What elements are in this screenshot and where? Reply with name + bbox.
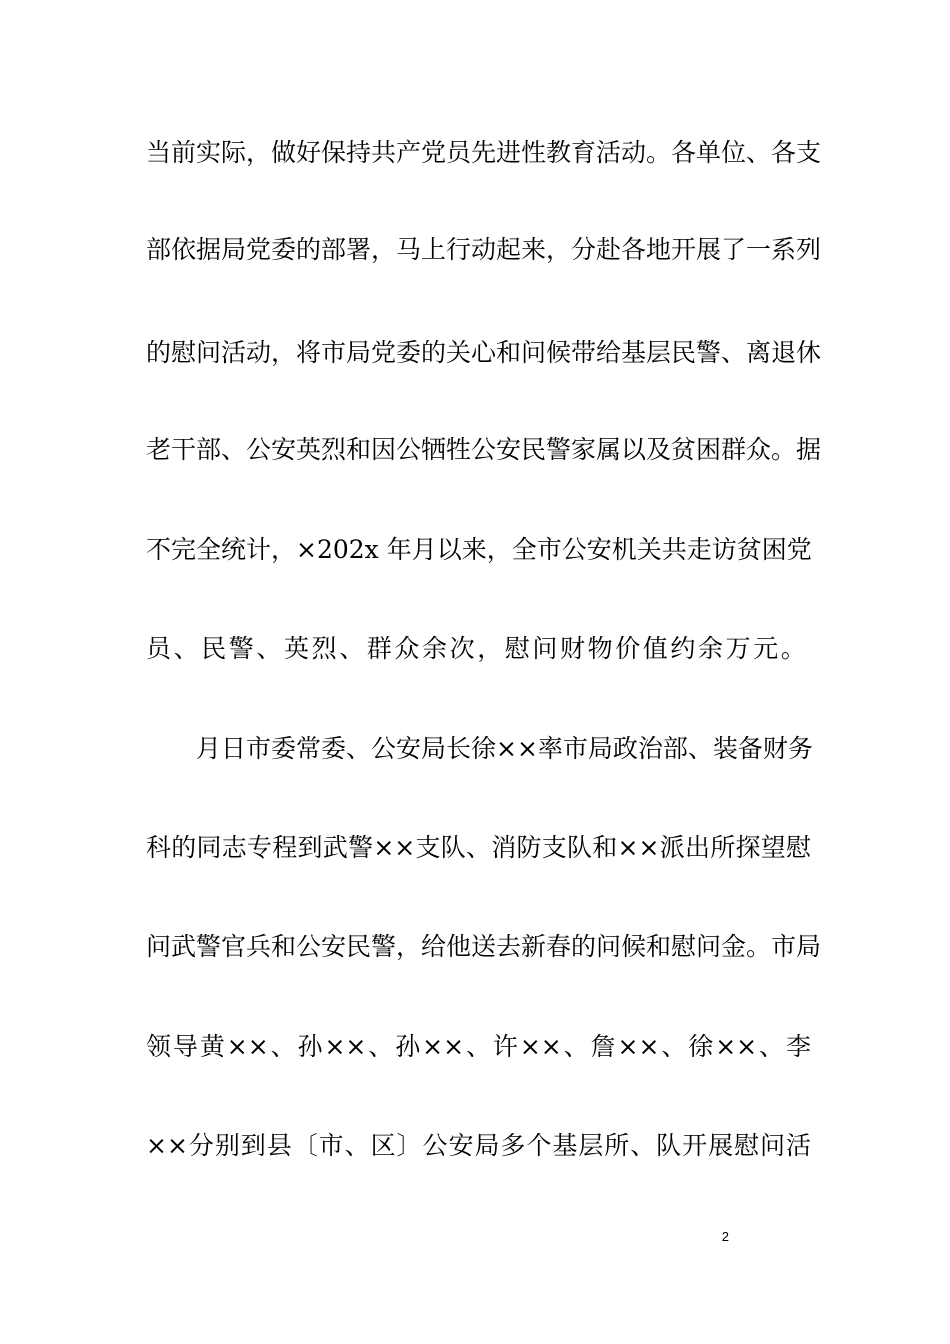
- paragraph-1-line-3: 的慰问活动，将市局党委的关心和问候带给基层民警、离退休: [146, 338, 822, 367]
- paragraph-2-line-5: ××分别到县〔市、区〕公安局多个基层所、队开展慰问活: [146, 1131, 811, 1160]
- paragraph-2-line-1: 月日市委常委、公安局长徐××率市局政治部、装备财务: [196, 734, 813, 763]
- paragraph-2-line-4: 领导黄××、孙××、孙××、许××、詹××、徐××、李: [146, 1032, 811, 1061]
- paragraph-1-line-6: 员、民警、英烈、群众余次，慰问财物价值约余万元。: [146, 634, 809, 663]
- paragraph-1-line-1: 当前实际，做好保持共产党员先进性教育活动。各单位、各支: [146, 138, 822, 167]
- paragraph-1-line-5: 不完全统计，×202x 年月以来，全市公安机关共走访贫困党: [146, 535, 812, 564]
- paragraph-1-line-2: 部依据局党委的部署，马上行动起来，分赴各地开展了一系列: [146, 235, 822, 264]
- paragraph-2-line-3: 问武警官兵和公安民警，给他送去新春的问候和慰问金。市局: [146, 932, 822, 961]
- paragraph-2-line-2: 科的同志专程到武警××支队、消防支队和××派出所探望慰: [146, 833, 811, 862]
- page-number: 2: [721, 1229, 729, 1244]
- paragraph-1-line-4: 老干部、公安英烈和因公牺牲公安民警家属以及贫困群众。据: [146, 435, 822, 464]
